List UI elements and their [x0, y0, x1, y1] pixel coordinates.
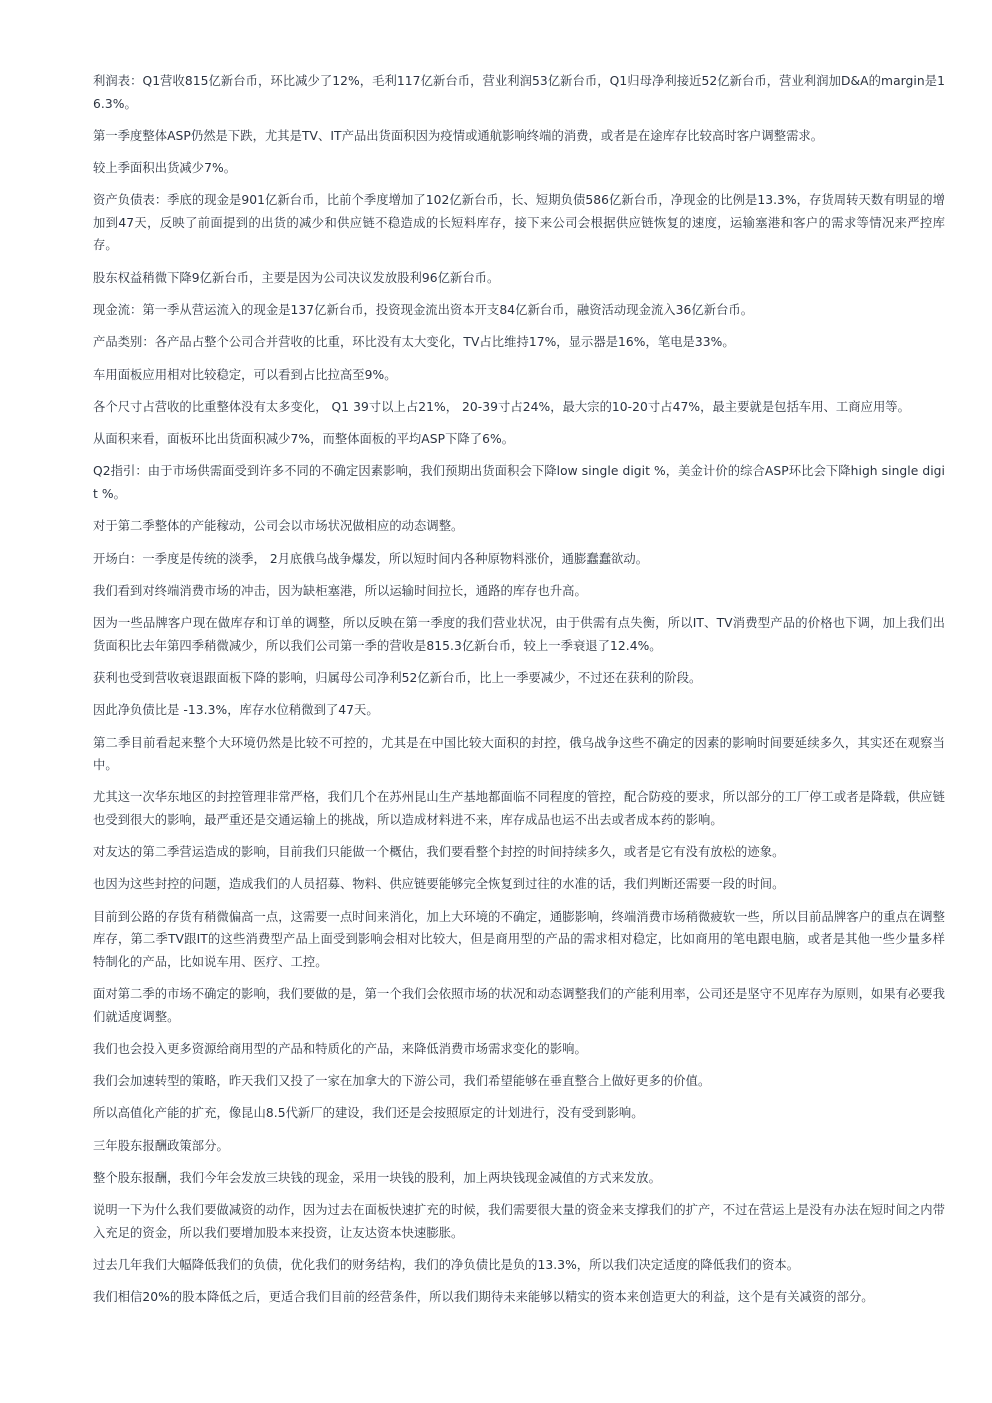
paragraph-consumer-impact: 我们看到对终端消费市场的冲击，因为缺柜塞港，所以运输时间拉长，通路的库存也升高。	[93, 583, 587, 598]
paragraph-asp-decline: 第一季度整体ASP仍然是下跌，尤其是TV、IT产品出货面积因为疫情或通航影响终端的消费，或者是在途库存比较高时客户调整需求。	[93, 128, 824, 143]
paragraph-income-statement: 利润表：Q1营收815亿新台币，环比减少了12%，毛利117亿新台币，营业利润53亿新台币，Q1归母净利接近52亿新台币，营业利润加D&A的margin是16.3%。	[93, 74, 945, 111]
paragraph-shipment-area: 较上季面积出货减少7%。	[93, 161, 237, 176]
paragraph-q1-revenue: 因为一些品牌客户现在做库存和订单的调整，所以反映在第一季度的我们营业状况，由于供需有点失衡，所以IT、TV消费型产品的价格也下调，加上我们出货面积比去年第四季稍微减少，所以我们公司第一季的营收是815.3亿新台币，较上一季衰退了12.4%。	[93, 616, 945, 653]
paragraph-opening-remarks: 开场白：一季度是传统的淡季， 2月底俄乌战争爆发，所以短时间内各种原物料涨价，通膨蠢蠢欲动。	[93, 551, 649, 566]
paragraph-size-mix: 各个尺寸占营收的比重整体没有太多变化， Q1 39寸以上占21%， 20-39寸占24%，最大宗的10-20寸占47%，最主要就是包括车用、工商应用等。	[93, 399, 910, 414]
paragraph-channel-inventory: 目前到公路的存货有稍微偏高一点，这需要一点时间来消化，加上大环境的不确定，通膨影响，终端消费市场稍微疲软一些，所以目前品牌客户的重点在调整库存，第二季TV跟IT的这些消费型产品上面受到影响会相对比较大，但是商用型的产品的需求相对稳定，比如商用的笔电跟电脑，或者是其他一些少量多样特制化的产品，比如说车用、医疗、工控。	[93, 909, 945, 969]
paragraph-area-asp: 从面积来看，面板环比出货面积减少7%，而整体面板的平均ASP下降了6%。	[93, 432, 515, 447]
paragraph-kunshan-fab: 所以高值化产能的扩充，像昆山8.5代新厂的建设，我们还是会按照原定的计划进行，没有受到影响。	[93, 1106, 644, 1121]
paragraph-product-category: 产品类别：各产品占整个公司合并营收的比重，环比没有太大变化，TV占比维持17%，显示器是16%，笔电是33%。	[93, 335, 735, 350]
paragraph-shareholder-equity: 股东权益稍微下降9亿新台币，主要是因为公司决议发放股利96亿新台币。	[93, 270, 500, 285]
paragraph-capital-reduction-reason: 说明一下为什么我们要做减资的动作，因为过去在面板快速扩充的时候，我们需要很大量的资金来支撑我们的扩产，不过在营运上是没有办法在短时间之内带入充足的资金，所以我们要增加股本来投资，让友达资本快速膨胀。	[93, 1203, 945, 1240]
paragraph-q2-utilization: 对于第二季整体的产能稼动，公司会以市场状况做相应的动态调整。	[93, 519, 464, 534]
paragraph-capacity-adjustment: 面对第二季的市场不确定的影响，我们要做的是，第一个我们会依照市场的状况和动态调整我们的产能利用率，公司还是坚守不见库存为原则，如果有必要我们就适度调整。	[93, 987, 945, 1024]
paragraph-capital-reduction-summary: 我们相信20%的股本降低之后，更适合我们目前的经营条件，所以我们期待未来能够以精实的资本来创造更大的利益，这个是有关减资的部分。	[93, 1290, 874, 1305]
paragraph-cash-flow: 现金流：第一季从营运流入的现金是137亿新台币，投资现金流出资本开支84亿新台币，融资活动现金流入36亿新台币。	[93, 302, 754, 317]
paragraph-net-debt-ratio: 因此净负债比是 -13.3%，库存水位稍微到了47天。	[93, 703, 379, 718]
paragraph-lockdown-impact: 尤其这一次华东地区的封控管理非常严格，我们几个在苏州昆山生产基地都面临不同程度的管控，配合防疫的要求，所以部分的工厂停工或者是降载，供应链也受到很大的影响，最严重还是交通运输上的挑战，所以造成材料进不来，库存成品也运不出去或者成本药的影响。	[93, 790, 945, 827]
paragraph-profit: 获利也受到营收衰退跟面板下降的影响，归属母公司净利52亿新台币，比上一季要减少，不过还在获利的阶段。	[93, 670, 702, 685]
paragraph-q2-estimate: 对友达的第二季营运造成的影响，目前我们只能做一个概估，我们要看整个封控的时间持续多久，或者是它有没有放松的迹象。	[93, 845, 785, 860]
paragraph-balance-sheet: 资产负债表：季底的现金是901亿新台币，比前个季度增加了102亿新台币，长、短期负债586亿新台币，净现金的比例是13.3%，存货周转天数有明显的增加到47天，反映了前面提到的出货的减少和供应链不稳造成的长短料库存，接下来公司会根据供应链恢复的速度，运输塞港和客户的需求等情况来严控库存。	[93, 193, 945, 253]
paragraph-q2-environment: 第二季目前看起来整个大环境仍然是比较不可控的，尤其是在中国比较大面积的封控，俄乌战争这些不确定的因素的影响时间要延续多久，其实还在观察当中。	[93, 735, 945, 773]
paragraph-commercial-products: 我们也会投入更多资源给商用型的产品和特质化的产品，来降低消费市场需求变化的影响。	[93, 1041, 587, 1056]
paragraph-shareholder-return: 整个股东报酬，我们今年会发放三块钱的现金，采用一块钱的股利，加上两块钱现金减值的方式来发放。	[93, 1171, 661, 1186]
paragraph-shareholder-return-heading: 三年股东报酬政策部分。	[93, 1138, 229, 1153]
paragraph-q2-guidance: Q2指引：由于市场供需面受到许多不同的不确定因素影响，我们预期出货面积会下降low single digit %，美金计价的综合ASP环比会下降high single digit %。	[93, 464, 945, 501]
paragraph-automotive-panel: 车用面板应用相对比较稳定，可以看到占比拉高至9%。	[93, 367, 397, 382]
paragraph-debt-reduction: 过去几年我们大幅降低我们的负债，优化我们的财务结构，我们的净负债比是负的13.3%，所以我们决定适度的降低我们的资本。	[93, 1258, 800, 1273]
paragraph-transformation: 我们会加速转型的策略，昨天我们又投了一家在加拿大的下游公司，我们希望能够在垂直整合上做好更多的价值。	[93, 1074, 711, 1089]
document-body	[93, 70, 945, 1319]
paragraph-recovery-time: 也因为这些封控的问题，造成我们的人员招募、物料、供应链要能够完全恢复到过往的水准的话，我们判断还需要一段的时间。	[93, 877, 785, 892]
